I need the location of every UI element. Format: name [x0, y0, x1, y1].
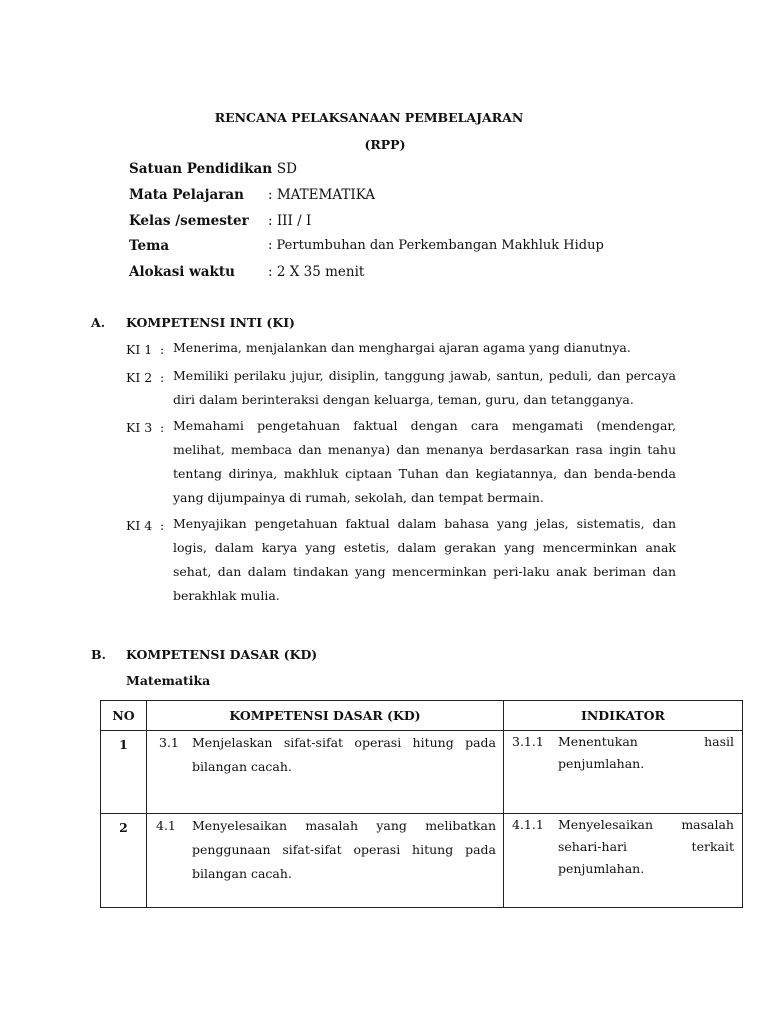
ki-2-text: Memiliki perilaku jujur, disiplin, tanggung jawab, santun, peduli, dan percaya diri dalam berinteraksi dengan keluarga, teman, guru, dan tetangganya.	[173, 368, 676, 407]
row-1-ind-num: 3.1.1	[512, 734, 544, 749]
ki-1-code: KI 1	[126, 342, 153, 357]
ki-2-code: KI 2	[126, 370, 153, 385]
row-2-no: 2	[101, 814, 147, 908]
ki-1-colon: :	[160, 342, 165, 357]
row-2-kd	[147, 814, 504, 908]
section-b-letter: B.	[91, 647, 106, 662]
identity-label-mapel: Mata Pelajaran	[129, 187, 244, 203]
row-2-indikator	[504, 814, 743, 908]
identity-value-tema: : Pertumbuhan dan Perkembangan Makhluk Hidup	[268, 238, 604, 253]
ki-3-text: Memahami pengetahuan faktual dengan cara mengamati (mendengar, melihat, membaca dan menanya) dan menanya berdasarkan rasa ingin tahu tentang dirinya, makhluk ciptaan Tuhan dan kegiatannya, dan benda-benda yang dijumpainya di rumah, sekolah, dan tempat bermain.	[173, 418, 676, 505]
row-2-ind-text: Menyelesaikan masalah sehari-hari terkait penjumlahan.	[558, 817, 734, 876]
row-1-indikator	[504, 731, 743, 814]
ki-4-text: Menyajikan pengetahuan faktual dalam bahasa yang jelas, sistematis, dan logis, dalam karya yang estetis, dalam gerakan yang mencerminkan anak sehat, dan dalam tindakan yang mencerminkan peri-laku anak beriman dan berakhlak mulia.	[173, 516, 676, 603]
identity-label-tema: Tema	[129, 238, 170, 254]
row-1-ind-text: Menentukan hasil penjumlahan.	[558, 734, 734, 771]
identity-label-alokasi: Alokasi waktu	[129, 264, 235, 280]
row-1-no: 1	[101, 731, 147, 814]
ki-3-colon: :	[160, 420, 165, 435]
row-2-kd-num: 4.1	[156, 818, 176, 833]
identity-label-kelas: Kelas /semester	[129, 213, 249, 229]
ki-4-code: KI 4	[126, 518, 153, 533]
row-1-kd-text: Menjelaskan sifat-sifat operasi hitung pada bilangan cacah.	[192, 735, 496, 774]
identity-value-mapel: : MATEMATIKA	[268, 187, 375, 203]
header-indikator: INDIKATOR	[504, 701, 743, 731]
section-b-subject: Matematika	[126, 673, 211, 688]
document-subtitle: (RPP)	[364, 137, 406, 152]
header-no: NO	[101, 701, 147, 731]
row-2-kd-text: Menyelesaikan masalah yang melibatkan penggunaan sifat-sifat operasi hitung pada bilangan cacah.	[192, 818, 496, 881]
document-title: RENCANA PELAKSANAAN PEMBELAJARAN	[214, 110, 524, 125]
identity-label-satuan: Satuan Pendidikan	[129, 161, 273, 177]
section-a-heading: KOMPETENSI INTI (KI)	[126, 315, 295, 330]
table-header-row	[101, 701, 743, 731]
ki-3-code: KI 3	[126, 420, 153, 435]
identity-value-satuan: : SD	[268, 161, 297, 177]
row-1-kd-num: 3.1	[159, 735, 179, 750]
table-row	[101, 731, 743, 814]
identity-value-kelas: : III / I	[268, 213, 312, 229]
section-b-heading: KOMPETENSI DASAR (KD)	[126, 647, 318, 662]
section-a-letter: A.	[91, 315, 106, 330]
identity-value-alokasi: : 2 X 35 menit	[268, 264, 365, 280]
ki-1-text: Menerima, menjalankan dan menghargai ajaran agama yang dianutnya.	[173, 340, 631, 355]
row-2-ind-num: 4.1.1	[512, 817, 544, 832]
ki-4-colon: :	[160, 518, 165, 533]
ki-2-colon: :	[160, 370, 165, 385]
header-kd: KOMPETENSI DASAR (KD)	[147, 701, 504, 731]
kd-table	[100, 700, 743, 908]
row-1-kd	[147, 731, 504, 814]
table-row	[101, 814, 743, 908]
